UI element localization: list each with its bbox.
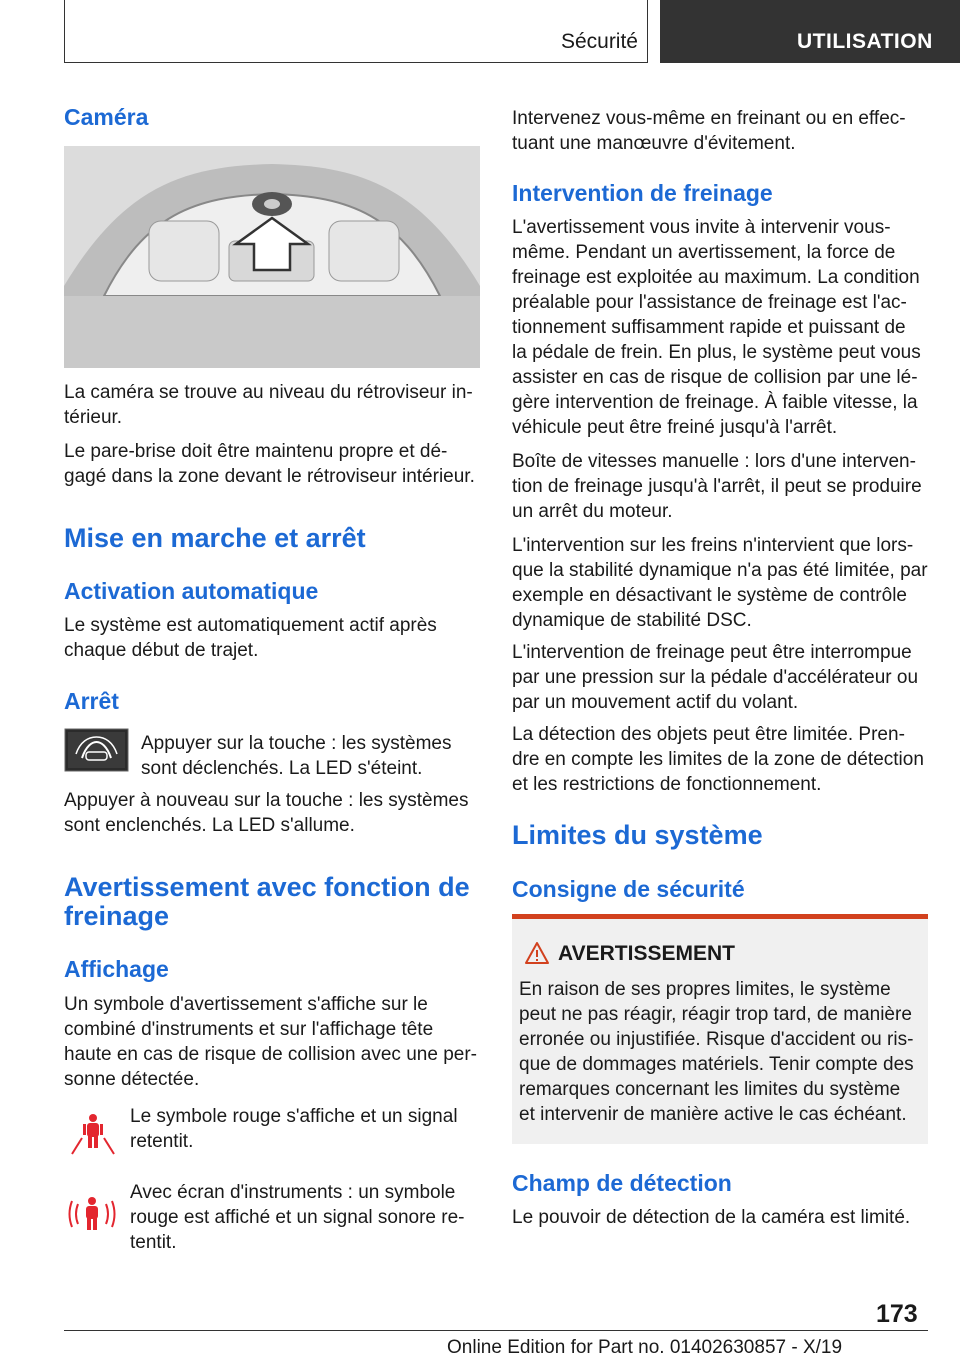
- text-line: chaque début de trajet.: [64, 640, 259, 661]
- text-line: par une pression sur la pédale d'accélérateur ou: [512, 667, 919, 688]
- warning-triangle-icon: [524, 941, 550, 965]
- text-line: peut ne pas réagir, réagir trop tard, de manière: [519, 1004, 912, 1025]
- text-line: gère intervention de freinage. À faible vitesse, la: [512, 392, 918, 413]
- text-line: sont enclenchés. La LED s'allume.: [64, 815, 355, 836]
- text-line: térieur.: [64, 407, 123, 428]
- text-line: remarques concernant les limites du système: [519, 1079, 901, 1100]
- page-number: 173: [876, 1300, 918, 1328]
- text-line: et intervenir de manière active le cas échéant.: [519, 1104, 907, 1125]
- text-line: haute en cas de risque de collision avec une per-: [64, 1044, 477, 1065]
- text-line: La caméra se trouve au niveau du rétroviseur in-: [64, 382, 473, 403]
- text-line: L'avertissement vous invite à intervenir vous-: [512, 217, 891, 238]
- onoff-heading: Mise en marche et arrêt: [64, 523, 366, 553]
- camera-photo: [64, 146, 480, 368]
- text-line: Intervenez vous-même en freinant ou en effec-: [512, 108, 906, 129]
- text-line: erronée ou injustifiée. Risque d'accident ou ris-: [519, 1029, 914, 1050]
- header-chapter-tab[interactable]: [660, 0, 960, 63]
- text-line: L'intervention de freinage peut être interrompue: [512, 642, 912, 663]
- text-line: sonne détectée.: [64, 1069, 200, 1090]
- text-line: Le système est automatiquement actif après: [64, 615, 437, 636]
- text-line: un arrêt du moteur.: [512, 501, 673, 522]
- text-line: En raison de ses propres limites, le système: [519, 979, 891, 1000]
- text-line: tentit.: [130, 1232, 177, 1253]
- text-line: dynamique de stabilité DSC.: [512, 610, 752, 631]
- display-heading: Affichage: [64, 956, 169, 982]
- text-line: et les restrictions de fonctionnement.: [512, 774, 822, 795]
- text-line: préalable pour l'assistance de freinage est l'ac-: [512, 292, 907, 313]
- text-line: véhicule peut être freiné jusqu'à l'arrêt.: [512, 417, 838, 438]
- text-line: que la stabilité dynamique n'a pas été limitée, par: [512, 560, 928, 581]
- text-line: la pédale de frein. En plus, le système peut vous: [512, 342, 921, 363]
- limits-heading: Limites du système: [512, 820, 763, 850]
- text-line: Appuyer sur la touche : les systèmes: [141, 733, 452, 754]
- text-line: tionnement suffisamment rapide et puissant de: [512, 317, 906, 338]
- text-line: La détection des objets peut être limitée. Pren-: [512, 724, 905, 745]
- auto-heading: Activation automatique: [64, 578, 319, 604]
- text-line: combiné d'instruments et sur l'affichage tête: [64, 1019, 434, 1040]
- text-line: Le symbole rouge s'affiche et un signal: [130, 1106, 458, 1127]
- text-line: tion de freinage jusqu'à l'arrêt, il peut se produire: [512, 476, 922, 497]
- text-line: assister en cas de risque de collision par une lé-: [512, 367, 918, 388]
- pedestrian-sound-icon: [66, 1196, 118, 1232]
- text-line: par un mouvement actif du volant.: [512, 692, 799, 713]
- warn-heading-line-2: freinage: [64, 901, 170, 931]
- text-line: gagé dans la zone devant le rétroviseur intérieur.: [64, 466, 475, 487]
- button-icon: [64, 728, 129, 772]
- footer-rule: [64, 1330, 928, 1331]
- pedestrian-warning-icon: [68, 1112, 118, 1156]
- text-line: retentit.: [130, 1131, 194, 1152]
- text-line: Boîte de vitesses manuelle : lors d'une interven-: [512, 451, 916, 472]
- text-line: Un symbole d'avertissement s'affiche sur le: [64, 994, 428, 1015]
- text-line: dre en compte les limites de la zone de détection: [512, 749, 924, 770]
- safety-heading: Consigne de sécurité: [512, 876, 745, 902]
- text-line: que de dommages matériels. Tenir compte des: [519, 1054, 914, 1075]
- text-line: tuant une manœuvre d'évitement.: [512, 133, 796, 154]
- text-line: Avec écran d'instruments : un symbole: [130, 1182, 456, 1203]
- header-section: Sécurité: [560, 30, 638, 53]
- text-line: exemple en désactivant le système de contrôle: [512, 585, 907, 606]
- text-line: Appuyer à nouveau sur la touche : les systèmes: [64, 790, 469, 811]
- header-chapter-label: UTILISATION: [797, 30, 933, 53]
- warning-box: [512, 914, 928, 1144]
- warn-heading-line-1: Avertissement avec fonction de: [64, 872, 470, 902]
- warning-title: AVERTISSEMENT: [558, 942, 735, 965]
- text-line: L'intervention sur les freins n'intervient que lors-: [512, 535, 914, 556]
- off-heading: Arrêt: [64, 688, 119, 714]
- text-line: freinage est exploitée au maximum. La condition: [512, 267, 920, 288]
- footer-edition: Online Edition for Part no. 01402630857 - X/19: [447, 1337, 843, 1358]
- text-line: rouge est affiché et un signal sonore re-: [130, 1207, 465, 1228]
- text-line: Le pare-brise doit être maintenu propre et dé-: [64, 441, 448, 462]
- text-line: même. Pendant un avertissement, la force de: [512, 242, 896, 263]
- text-line: sont déclenchés. La LED s'éteint.: [141, 758, 423, 779]
- camera-heading: Caméra: [64, 104, 149, 130]
- field-heading: Champ de détection: [512, 1170, 732, 1196]
- text-line: Le pouvoir de détection de la caméra est limité.: [512, 1207, 911, 1228]
- brake-heading: Intervention de freinage: [512, 180, 773, 206]
